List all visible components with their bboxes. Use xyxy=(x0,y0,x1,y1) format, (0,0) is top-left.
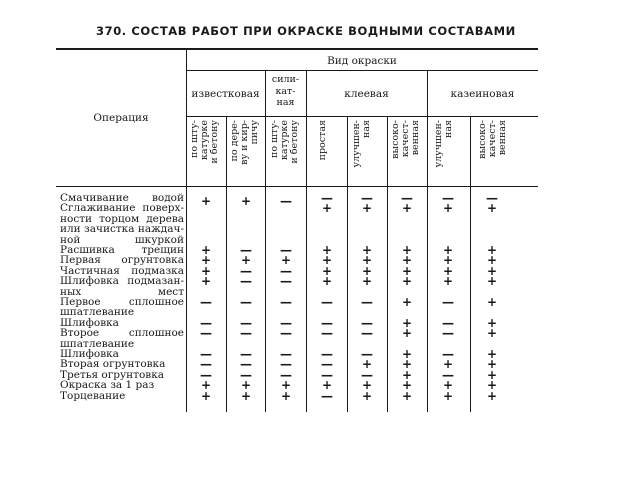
mark-cell: + + xyxy=(401,316,413,341)
subcolumn-header: улучшен- ная xyxy=(351,120,372,168)
mark-cell: + + + + xyxy=(361,243,373,289)
subcolumn-header: улучшен- ная xyxy=(433,120,454,168)
mark-cell: + xyxy=(486,295,498,309)
kind-header-rule xyxy=(186,70,538,71)
mark-cell: + + + + xyxy=(401,243,413,289)
mark-cell: — — — + — xyxy=(321,347,333,403)
group-divider xyxy=(306,71,307,412)
mark-cell: + + + + xyxy=(200,243,212,289)
mark-cell: — — xyxy=(442,316,454,341)
mark-cell: — + xyxy=(321,191,333,216)
mark-cell: — + xyxy=(442,191,454,216)
mark-cell: — xyxy=(442,295,454,309)
mark-cell: — + — — xyxy=(240,243,252,289)
operation-cell: Смачивание водой Сглаживание поверх- ности торцом дерева или зачистка наждач- ной шкуркой xyxy=(60,192,184,246)
subcolumn-header: по дере- ву и кир- пичу xyxy=(229,120,260,165)
mark-cell: — + xyxy=(361,191,373,216)
operation-header: Операция xyxy=(93,112,149,124)
mark-cell: + xyxy=(401,295,413,309)
subcolumn-header: по шту- катурке и бетону xyxy=(189,120,220,164)
mark-cell: — — xyxy=(200,316,212,341)
subcolumn-divider xyxy=(470,117,471,412)
mark-cell: — xyxy=(280,194,292,208)
group-header-rule xyxy=(186,116,538,117)
mark-cell: — + — + + xyxy=(442,347,454,403)
subcolumn-divider xyxy=(347,117,348,412)
mark-cell: — + — + + xyxy=(361,347,373,403)
mark-cell: + + + + + xyxy=(401,347,413,403)
subcolumn-header: простая xyxy=(317,120,328,161)
operation-cell: Расшивка трещин Первая огрунтовка Частичная подмазка Шлифовка подмазан- ных мест xyxy=(60,244,184,298)
mark-cell: — + xyxy=(486,191,498,216)
mark-cell: — xyxy=(200,295,212,309)
table-title: 370. СОСТАВ РАБОТ ПРИ ОКРАСКЕ ВОДНЫМИ СОСТАВАМИ xyxy=(96,24,516,38)
mark-cell: + + + + xyxy=(442,243,454,289)
table-top-rule xyxy=(56,48,538,50)
mark-cell: + xyxy=(200,194,212,208)
mark-cell: — — xyxy=(240,316,252,341)
mark-cell: — — xyxy=(280,316,292,341)
group-header-silicate: сили- кат- ная xyxy=(271,74,300,108)
mark-cell: — — xyxy=(361,316,373,341)
operation-cell: Шлифовка Второе сплошное шпатлевание xyxy=(60,317,184,350)
mark-cell: — — — + + xyxy=(280,347,292,403)
mark-cell: — — xyxy=(321,316,333,341)
group-header-casein: казеиновая xyxy=(450,88,515,100)
group-divider xyxy=(265,71,266,412)
mark-cell: — xyxy=(240,295,252,309)
mark-cell: — xyxy=(321,295,333,309)
mark-cell: + + + + xyxy=(486,243,498,289)
operation-cell: Первое сплошное шпатлевание xyxy=(60,296,184,319)
mark-cell: — — — + + xyxy=(200,347,212,403)
mark-cell: — xyxy=(280,295,292,309)
kind-header: Вид окраски xyxy=(327,55,397,67)
mark-cell: — + xyxy=(401,191,413,216)
mark-cell: — xyxy=(361,295,373,309)
mark-cell: + + xyxy=(486,316,498,341)
mark-cell: — + — — xyxy=(280,243,292,289)
group-header-lime: известковая xyxy=(191,88,260,100)
subcolumn-header: высоко- качест- венная xyxy=(477,120,508,159)
header-bottom-rule xyxy=(56,186,538,187)
mark-cell: + + + + xyxy=(321,243,333,289)
subcolumn-divider xyxy=(226,117,227,412)
group-divider xyxy=(427,71,428,412)
mark-cell: — — — + + xyxy=(240,347,252,403)
group-header-glue: клеевая xyxy=(344,88,389,100)
mark-cell: + xyxy=(240,194,252,208)
operation-cell: Шлифовка Вторая огрунтовка Третья огрунтовка Окраска за 1 раз Торцевание xyxy=(60,348,166,402)
subcolumn-header: высоко- качест- венная xyxy=(390,120,421,159)
subcolumn-divider xyxy=(387,117,388,412)
subcolumn-header: по шту- катурке и бетону xyxy=(269,120,300,164)
operation-column-divider xyxy=(186,50,187,412)
mark-cell: + + + + + xyxy=(486,347,498,403)
